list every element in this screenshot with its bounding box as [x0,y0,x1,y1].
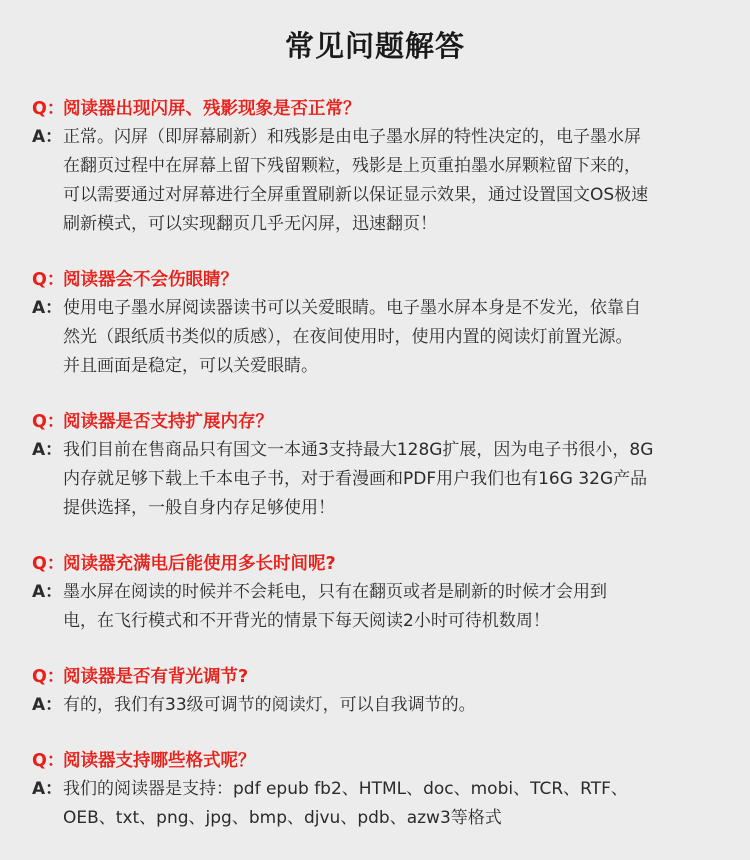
answer-text [63,691,732,720]
question-prefix: Q： [32,99,65,119]
answer-line: 使用电子墨水屏阅读器读书可以关爱眼睛。电子墨水屏本身是不发光，依靠自 [63,298,641,318]
answer-prefix: A： [32,779,63,799]
faq-question [32,408,732,436]
answer-line: 内存就足够下载上千本电子书，对于看漫画和PDF用户我们也有16G 32G产品 [63,469,648,489]
answer-line: 提供选择，一般自身内存足够使用！ [63,498,335,518]
answer-text [63,578,732,636]
answer-line: OEB、txt、png、jpg、bmp、djvu、pdb、azw3等格式 [63,808,502,828]
question-prefix: Q： [32,751,65,771]
faq-item [32,663,732,720]
answer-text [63,123,732,239]
answer-line: 可以需要通过对屏幕进行全屏重置刷新以保证显示效果，通过设置国文OS极速 [63,185,649,205]
question-text: 阅读器是否有背光调节? [63,667,249,687]
faq-item [32,408,732,523]
question-text: 阅读器是否支持扩展内存？ [63,412,273,432]
question-prefix: Q： [32,270,65,290]
answer-line: 电，在飞行模式和不开背光的情景下每天阅读2小时可待机数周！ [63,611,550,631]
answer-prefix: A： [32,582,63,602]
answer-prefix: A： [32,440,63,460]
answer-line: 有的，我们有33级可调节的阅读灯，可以自我调节的。 [63,695,476,715]
answer-line: 正常。闪屏（即屏幕刷新）和残影是由电子墨水屏的特性决定的，电子墨水屏 [63,127,641,147]
answer-line: 我们的阅读器是支持：pdf epub fb2、HTML、doc、mobi、TCR、RTF、 [63,779,628,799]
question-prefix: Q： [32,667,65,687]
faq-question [32,95,732,123]
faq-item [32,266,732,381]
faq-list [32,95,732,860]
answer-line: 并且画面是稳定，可以关爱眼睛。 [63,356,318,376]
answer-line: 刷新模式，可以实现翻页几乎无闪屏，迅速翻页！ [63,214,437,234]
faq-item [32,550,732,636]
faq-answer [32,578,732,636]
faq-question [32,747,732,775]
faq-question [32,550,732,578]
faq-question [32,663,732,691]
answer-line: 在翻页过程中在屏幕上留下残留颗粒，残影是上页重拍墨水屏颗粒留下来的， [63,156,641,176]
answer-line: 墨水屏在阅读的时候并不会耗电，只有在翻页或者是刷新的时候才会用到 [63,582,607,602]
question-prefix: Q： [32,412,65,432]
answer-line: 然光（跟纸质书类似的质感），在夜间使用时，使用内置的阅读灯前置光源。 [63,327,633,347]
faq-answer [32,691,732,720]
answer-text [63,294,732,381]
question-prefix: Q： [32,554,65,574]
faq-answer [32,775,732,833]
answer-text [63,775,732,833]
page-title: 常见问题解答 [284,29,465,63]
question-text: 阅读器会不会伤眼睛？ [63,270,238,290]
answer-line: 我们目前在售商品只有国文一本通3支持最大128G扩展，因为电子书很小，8G [63,440,654,460]
faq-item [32,747,732,833]
answer-text [63,436,732,523]
answer-prefix: A： [32,695,63,715]
question-text: 阅读器出现闪屏、残影现象是否正常？ [63,99,361,119]
answer-prefix: A： [32,127,63,147]
faq-answer [32,294,732,381]
faq-question [32,266,732,294]
faq-answer [32,436,732,523]
question-text: 阅读器充满电后能使用多长时间呢? [63,554,336,574]
faq-item [32,95,732,239]
faq-answer [32,123,732,239]
answer-prefix: A： [32,298,63,318]
question-text: 阅读器支持哪些格式呢？ [63,751,256,771]
